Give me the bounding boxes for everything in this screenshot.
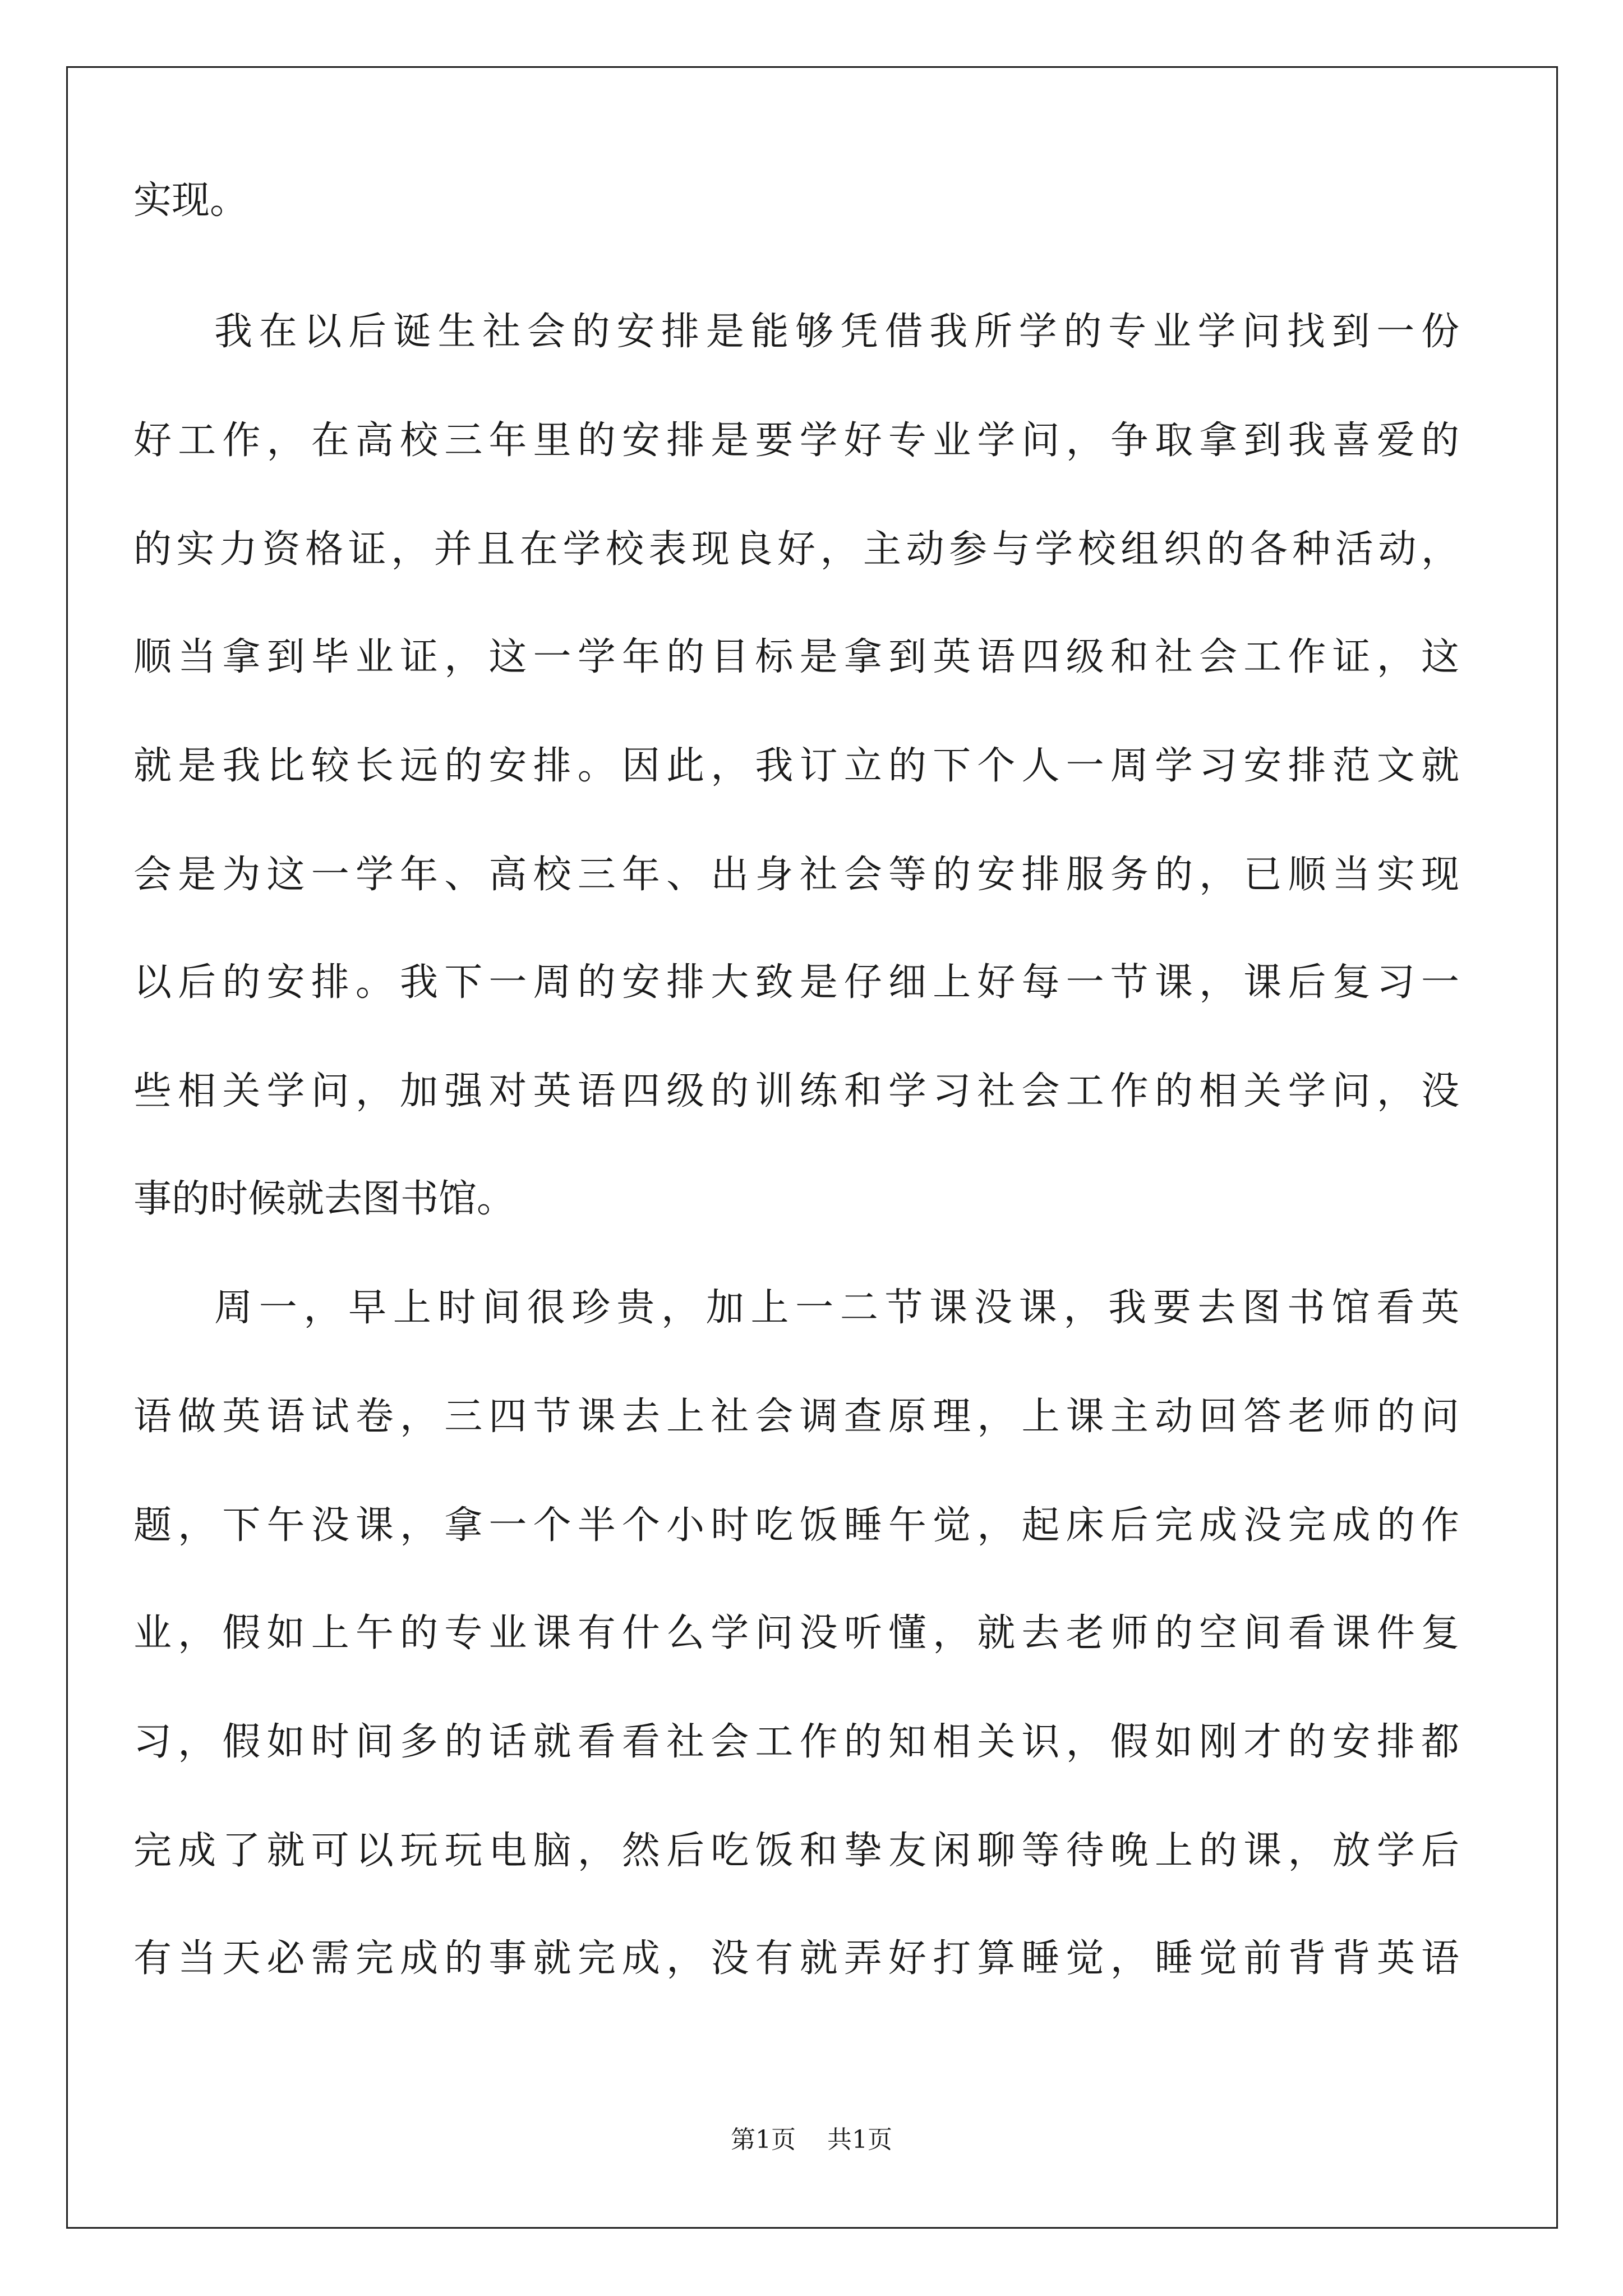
text-line-4: 的实力资格证，并且在学校表现良好，主动参与学校组织的各种活动， <box>133 527 1459 572</box>
text-line-11: 周一，早上时间很珍贵，加上一二节课没课，我要去图书馆看英 <box>214 1286 1459 1330</box>
text-line-12: 语做英语试卷，三四节课去上社会调查原理，上课主动回答老师的问 <box>133 1395 1459 1439</box>
page-number-total: 共1页 <box>827 2125 892 2154</box>
text-line-6: 就是我比较长远的安排。因此，我订立的下个人一周学习安排范文就 <box>133 744 1459 788</box>
text-line-7: 会是为这一学年、高校三年、出身社会等的安排服务的，已顺当实现 <box>133 853 1459 897</box>
text-line-9: 些相关学问，加强对英语四级的训练和学习社会工作的相关学问，没 <box>133 1069 1459 1114</box>
text-line-16: 完成了就可以玩玩电脑，然后吃饭和挚友闲聊等待晚上的课，放学后 <box>133 1829 1459 1873</box>
text-line-15: 习，假如时间多的话就看看社会工作的知相关识，假如刚才的安排都 <box>133 1720 1459 1764</box>
page-footer <box>0 2123 1623 2157</box>
text-line-10: 事的时候就去图书馆。 <box>133 1177 515 1221</box>
text-line-14: 业，假如上午的专业课有什么学问没听懂，就去老师的空间看课件复 <box>133 1611 1459 1655</box>
text-line-8: 以后的安排。我下一周的安排大致是仔细上好每一节课，课后复习一 <box>133 960 1459 1005</box>
text-line-5: 顺当拿到毕业证，这一学年的目标是拿到英语四级和社会工作证，这 <box>133 635 1459 679</box>
text-line-1: 实现。 <box>133 178 248 223</box>
text-line-13: 题，下午没课，拿一个半个小时吃饭睡午觉，起床后完成没完成的作 <box>133 1503 1459 1548</box>
text-line-2: 我在以后诞生社会的安排是能够凭借我所学的专业学问找到一份 <box>214 310 1459 354</box>
page-number-current: 第1页 <box>731 2125 796 2154</box>
text-line-3: 好工作，在高校三年里的安排是要学好专业学问，争取拿到我喜爱的 <box>133 418 1459 463</box>
text-line-17: 有当天必需完成的事就完成，没有就弄好打算睡觉，睡觉前背背英语 <box>133 1936 1459 1981</box>
page-border <box>66 66 1558 2229</box>
